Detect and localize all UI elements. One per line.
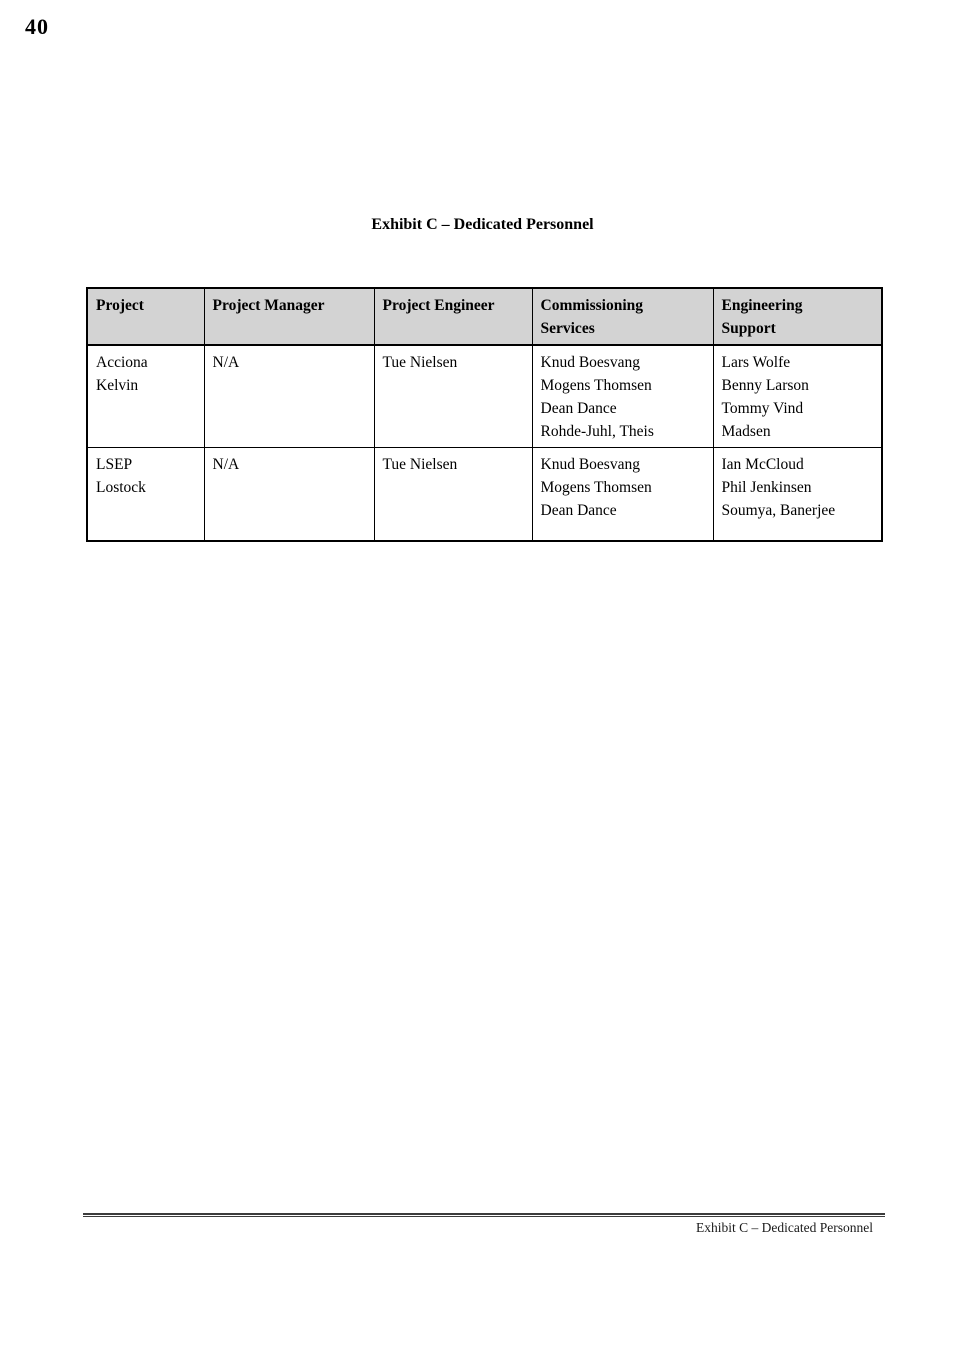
column-header-project-manager: Project Manager bbox=[204, 288, 374, 345]
cell-engineering-support: Ian McCloud Phil Jenkinsen Soumya, Banerjee bbox=[713, 448, 882, 541]
cell-project-manager: N/A bbox=[204, 345, 374, 448]
cell-project: Acciona Kelvin bbox=[87, 345, 204, 448]
cell-commissioning-services: Knud Boesvang Mogens Thomsen Dean Dance bbox=[532, 448, 713, 541]
cell-project-engineer: Tue Nielsen bbox=[374, 448, 532, 541]
page-title: Exhibit C – Dedicated Personnel bbox=[371, 216, 594, 233]
column-header-engineering-support: Engineering Support bbox=[713, 288, 882, 345]
table-header-row bbox=[87, 288, 882, 345]
column-header-commissioning-services: Commissioning Services bbox=[532, 288, 713, 345]
cell-project: LSEP Lostock bbox=[87, 448, 204, 541]
cell-project-manager: N/A bbox=[204, 448, 374, 541]
table-row-acciona-kelvin bbox=[87, 345, 882, 448]
cell-project-engineer: Tue Nielsen bbox=[374, 345, 532, 448]
footer-label: Exhibit C – Dedicated Personnel bbox=[696, 1220, 873, 1235]
page-number: 40 bbox=[25, 14, 49, 39]
column-header-project-engineer: Project Engineer bbox=[374, 288, 532, 345]
personnel-table bbox=[86, 287, 883, 542]
column-header-project: Project bbox=[87, 288, 204, 345]
table-row-lsep-lostock bbox=[87, 448, 882, 541]
cell-commissioning-services: Knud Boesvang Mogens Thomsen Dean Dance Rohde-Juhl, Theis bbox=[532, 345, 713, 448]
footer-divider bbox=[83, 1213, 885, 1217]
cell-engineering-support: Lars Wolfe Benny Larson Tommy Vind Madsen bbox=[713, 345, 882, 448]
